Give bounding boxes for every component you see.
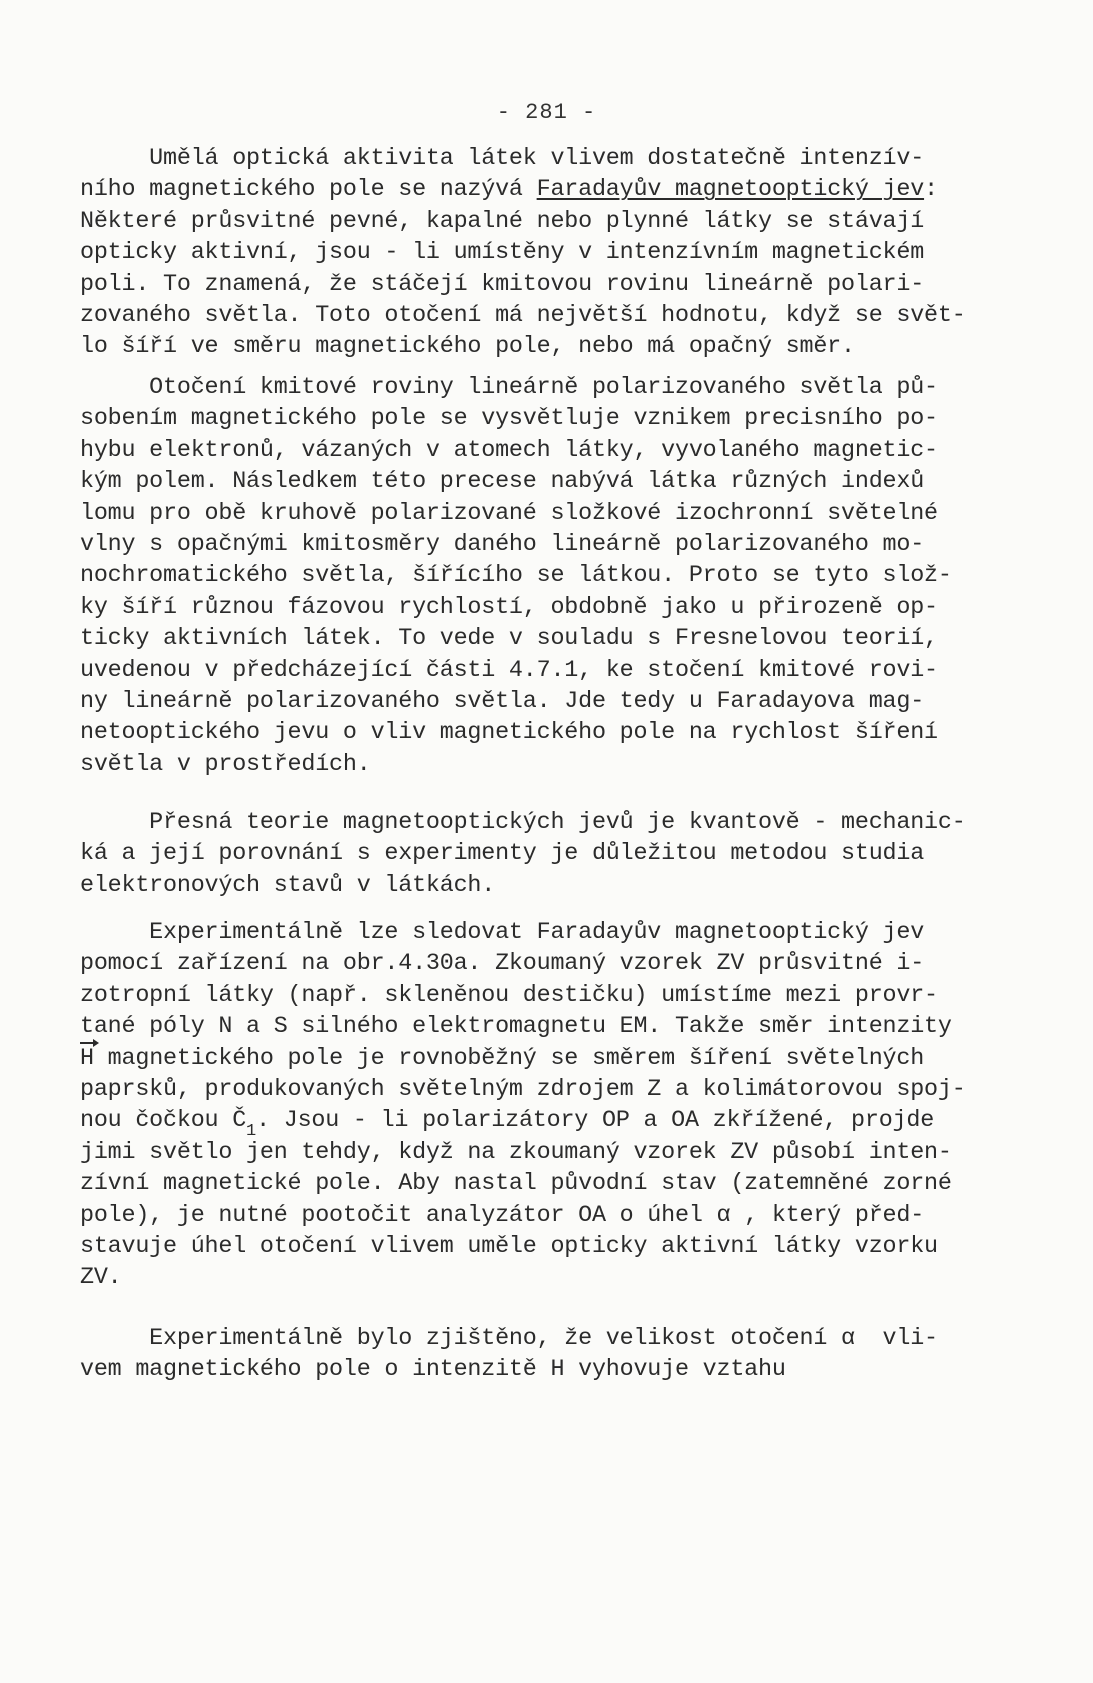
text-line: paprsků, produkovaných světelným zdrojem Z a kolimátorovou spoj- xyxy=(80,1076,966,1103)
text-line: zovaného světla. Toto otočení má největší hodnotu, když se svět- xyxy=(80,302,966,329)
text-line: Otočení kmitové roviny lineárně polarizovaného světla pů- xyxy=(80,375,938,401)
text-line: nochromatického světla, šířícího se látkou. Proto se tyto slož- xyxy=(80,563,952,590)
paragraph-faraday-definition xyxy=(80,144,1040,364)
text-line: hybu elektronů, vázaných v atomech látky, vyvolaného magnetic- xyxy=(80,437,938,464)
text-line: opticky aktivní, jsou - li umístěny v intenzívním magnetickém xyxy=(80,240,925,267)
text-line: netooptického jevu o vliv magnetického pole na rychlost šíření xyxy=(80,720,938,747)
text-line: Experimentálně lze sledovat Faradayův magnetooptický jev xyxy=(80,920,925,946)
text-line: ticky aktivních látek. To vede v souladu s Fresnelovou teorií, xyxy=(80,626,938,653)
text-line: Některé průsvitné pevné, kapalné nebo plynné látky se stávají xyxy=(80,208,925,235)
text-line: zotropní látky (např. skleněnou destičku) umístíme mezi provr- xyxy=(80,982,938,1009)
text-line: ká a její porovnání s experimenty je důležitou metodou studia xyxy=(80,841,925,868)
text-line: poli. To znamená, že stáčejí kmitovou rovinu lineárně polari- xyxy=(80,271,925,298)
text-line: sobením magnetického pole se vysvětluje vznikem precisního po- xyxy=(80,406,938,433)
underlined-term: Faradayův magnetooptický jev xyxy=(536,177,925,204)
text-line: ky šíří různou fázovou rychlostí, obdobně jako u přirozeně op- xyxy=(80,594,938,621)
text-line: elektronových stavů v látkách. xyxy=(80,872,496,899)
text-line: pole), je nutné pootočit analyzátor OA o úhel α , který před- xyxy=(80,1202,925,1229)
text-line: lomu pro obě kruhově polarizované složkové izochronní světelné xyxy=(80,500,938,527)
text-line: ZV. xyxy=(80,1265,122,1292)
text-line: pomocí zařízení na obr.4.30a. Zkoumaný vzorek ZV průsvitné i- xyxy=(80,951,925,978)
subscript: 1 xyxy=(246,1122,257,1142)
text-line: ního magnetického pole se nazývá Faradayův magnetooptický jev: xyxy=(80,177,938,204)
text-line: lo šíří ve směru magnetického pole, nebo má opačný směr. xyxy=(80,334,855,361)
paragraph-rotation-explanation xyxy=(80,373,1040,781)
paragraph-quantum-theory xyxy=(80,808,1040,902)
text-line: Experimentálně bylo zjištěno, že velikost otočení α vli- xyxy=(80,1326,938,1352)
text-line: tané póly N a S silného elektromagnetu EM. Takže směr intenzity xyxy=(80,1014,952,1041)
text-line: zívní magnetické pole. Aby nastal původní stav (zatemněné zorné xyxy=(80,1171,952,1198)
text-line: ny lineárně polarizovaného světla. Jde tedy u Faradayova mag- xyxy=(80,688,925,715)
text-line: uvedenou v předcházející části 4.7.1, ke stočení kmitové rovi- xyxy=(80,657,938,684)
text-line: Přesná teorie magnetooptických jevů je kvantově - mechanic- xyxy=(80,810,966,836)
text-line: světla v prostředích. xyxy=(80,751,371,778)
text-line: nou čočkou $Č_1$. Jsou - li polarizátory OP a OA zkřížené, projde xyxy=(80,1108,935,1142)
text-line: jimi světlo jen tehdy, když na zkoumaný vzorek ZV působí inten- xyxy=(80,1139,952,1166)
paragraph-experimental-setup xyxy=(80,918,1040,1295)
vector-h-symbol: H xyxy=(80,1044,94,1075)
text-line: H magnetického pole je rovnoběžný se směrem šíření světelných xyxy=(80,1044,1040,1075)
text-line: vlny s opačnými kmitosměry daného lineárně polarizovaného mo- xyxy=(80,531,925,558)
text-line: vem magnetického pole o intenzitě H vyhovuje vztahu xyxy=(80,1357,786,1384)
text-line: kým polem. Následkem této precese nabývá látka různých indexů xyxy=(80,469,925,496)
text-line: stavuje úhel otočení vlivem uměle opticky aktivní látky vzorku xyxy=(80,1233,938,1260)
text-line: Umělá optická aktivita látek vlivem dostatečně intenzív- xyxy=(80,146,925,172)
page-number: - 281 - xyxy=(496,100,597,125)
paragraph-experimental-result xyxy=(80,1324,1040,1387)
